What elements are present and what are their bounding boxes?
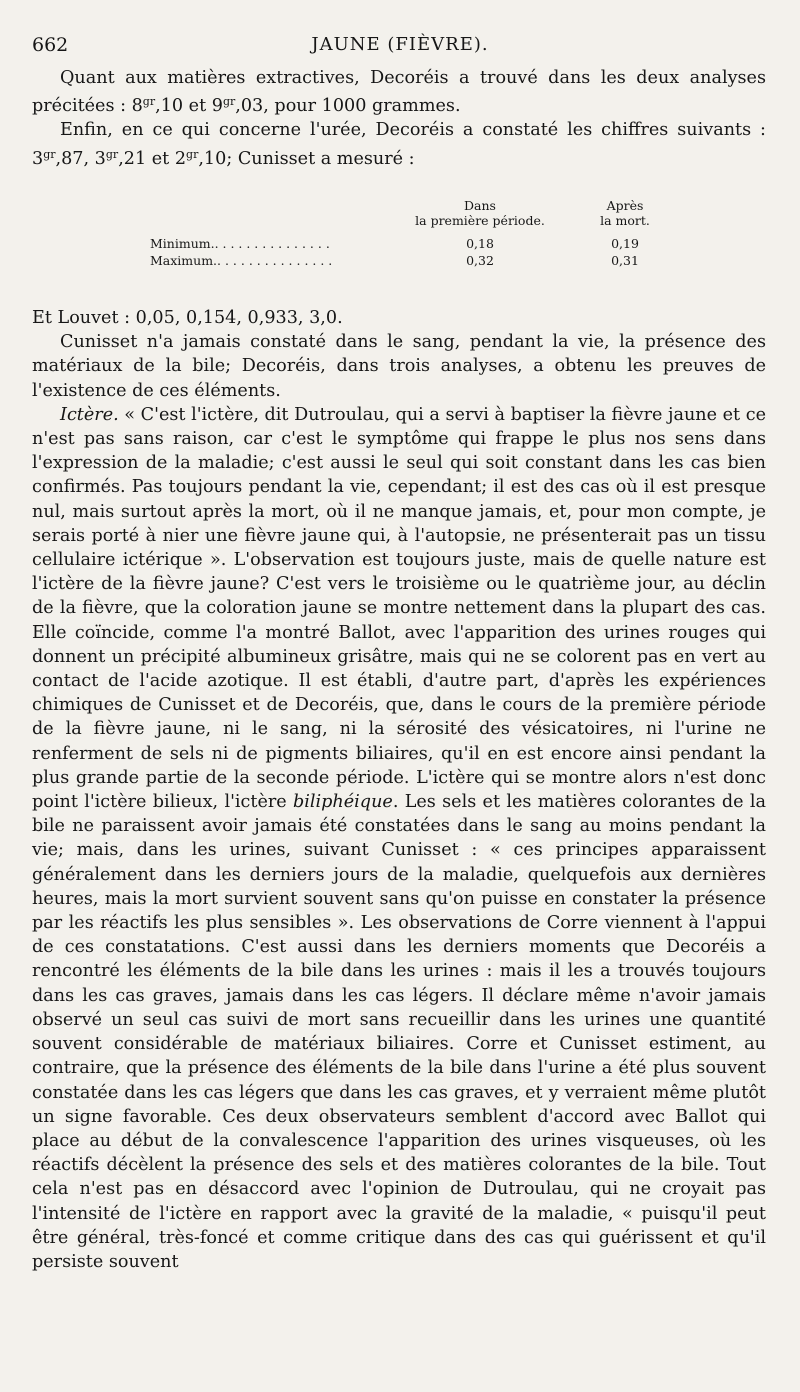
paragraph-extractives: Quant aux matières extractives, Decoréis a trouvé dans les deux analyses précitées : $8^{gr},10$ et $9^{gr},03$, pour 1000 grammes. bbox=[32, 68, 766, 117]
table-header-first-period: Dans la première période. bbox=[415, 198, 545, 228]
paragraph-ictere: Ictère. « C'est l'ictère, dit Dutroulau, qui a servi à baptiser la fièvre jaune et ce n'est pas sans raison, car c'est le symptôme qui frappe le plus nos sens dans l'expression de la maladie; c'est aussi le seul qui soit constant dans les cas bien confirmés. Pas toujours pendant la vie, cependant; il est des cas où il est presque nul, mais surtout après la mort, où il ne manque jamais, et, pour mon compte, je serais porté à nier une fièvre jaune qui, à l'autopsie, ne présenterait pas un tissu cellulaire ictérique ». L'observation est toujours juste, mais de quelle nature est l'ictère de la fièvre jaune? C'est vers le troisième ou le quatrième jour, au déclin de la fièvre, que la coloration jaune se montre nettement dans la plupart des cas. Elle coïncide, comme l'a montré Ballot, avec l'apparition des urines rouges qui donnent un précipité albumineux grisâtre, mais qui ne se colorent pas en vert au contact de l'acide azotique. Il est établi, d'autre part, d'après les expériences chimiques de Cunisset et de Decoréis, que, dans le cours de la première période de la fièvre jaune, ni le sang, ni la sérosité des vésicatoires, ni l'urine ne renferment de sels ni de pigments biliaires, qu'il en est encore ainsi pendant la plus grande partie de la seconde période. L'ictère qui se montre alors n'est donc point l'ictère bilieux, l'ictère biliphéique. Les sels et les matières colorantes de la bile ne paraissent avoir jamais été constatées dans le sang au moins pendant la vie; mais, dans les urines, suivant Cunisset : « ces principes apparaissent généralement dans les derniers jours de la maladie, quelquefois aux dernières heures, mais la mort survient souvent sans qu'on puisse en constater la présence par les réactifs les plus sensibles ». Les observations de Corre viennent à l'appui de ces constatations. C'est aussi dans les derniers moments que Decoréis a rencontré les éléments de la bile dans les urines : mais il les a trouvés toujours dans les cas graves, jamais dans les cas légers. Il déclare même n'avoir jamais observé un seul cas suivi de mort sans recueillir dans les urines une quantité souvent considérable de matériaux biliaires. Corre et Cunisset estiment, au contraire, que la présence des éléments de la bile dans l'urine a été plus souvent constatée dans les cas légers que dans les cas graves, et y verraient même plutôt un signe favorable. Ces deux observateurs semblent d'accord avec Ballot qui place au début de la convalescence l'apparition des urines visqueuses, où les réactifs décèlent la présence des sels et des matières colorantes de la bile. Tout cela n'est pas en désaccord avec l'opinion de Dutroulau, qui ne croyait pas l'intensité de l'ictère en rapport avec la gravité de la maladie, « puisqu'il peut être général, très-foncé et comme critique dans des cas qui guérissent et qu'il persiste souvent bbox=[32, 404, 766, 1272]
table-row bbox=[150, 236, 710, 253]
paragraph-uree: Enfin, en ce qui concerne l'urée, Decoréis a constaté les chiffres suivants : $3^{gr},87$, $3^{gr},21$ et $2^{gr},10$; Cunisset a mesuré : bbox=[32, 120, 766, 169]
row-value-first: 0,18 bbox=[466, 236, 494, 251]
row-value-death: 0,19 bbox=[611, 236, 639, 251]
row-label: Minimum.. . . . . . . . . . . . . . . bbox=[150, 236, 330, 251]
intro-text bbox=[32, 66, 766, 171]
running-title: JAUNE (FIÈVRE). bbox=[311, 34, 489, 55]
running-header bbox=[0, 34, 800, 58]
paragraph-louvet: Et Louvet : 0,05, 0,154, 0,933, 3,0. bbox=[32, 308, 343, 328]
row-label: Maximum.. . . . . . . . . . . . . . . bbox=[150, 253, 333, 268]
row-value-first: 0,32 bbox=[466, 253, 494, 268]
table-row bbox=[150, 253, 710, 270]
ictere-label: Ictère. bbox=[60, 404, 119, 425]
paragraph-cunisset: Cunisset n'a jamais constaté dans le sang, pendant la vie, la présence des matériaux de la bile; Decoréis, dans trois analyses, a obtenu les preuves de l'existence de ces éléments. bbox=[32, 332, 766, 401]
row-value-death: 0,31 bbox=[611, 253, 639, 268]
table-header-after-death: Après la mort. bbox=[600, 198, 650, 228]
biliphéique-term: biliphéique bbox=[293, 792, 393, 813]
body-text bbox=[32, 306, 766, 1274]
page-number: 662 bbox=[32, 34, 69, 56]
urea-table bbox=[150, 198, 710, 268]
